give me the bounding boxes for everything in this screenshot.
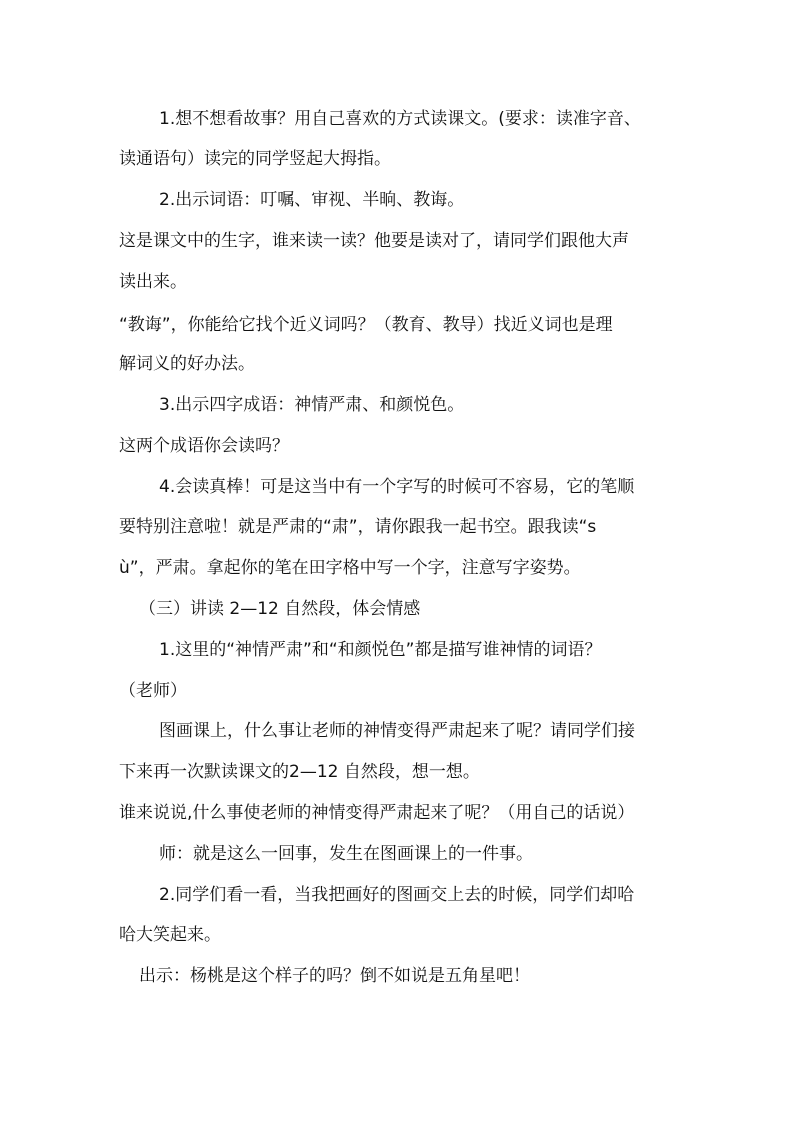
paragraph-line: 这是课文中的生字，谁来读一读？他要是读对了，请同学们跟他大声 [119,231,629,251]
paragraph-line: 师：就是这么一回事，发生在图画课上的一件事。 [159,844,533,864]
paragraph-line: 1.想不想看故事？用自己喜欢的方式读课文。(要求：读准字音、 [159,109,641,129]
paragraph-line: “教诲”，你能给它找个近义词吗？（教育、教导）找近义词也是理 [119,315,613,335]
paragraph-line: （老师） [119,681,187,701]
paragraph-line: 2.出示词语：叮嘱、审视、半晌、教诲。 [159,190,465,210]
paragraph-line: 1.这里的“神情严肃”和“和颜悦色”都是描写谁神情的词语？ [159,640,602,660]
paragraph-line: 要特别注意啦！就是严肃的“肃”，请你跟我一起书空。跟我读“s [119,517,597,537]
paragraph-line: 读通语句）读完的同学竖起大拇指。 [119,149,391,169]
paragraph-line: 4.会读真棒！可是这当中有一个字写的时候可不容易，它的笔顺 [159,477,635,497]
paragraph-line: 出示：杨桃是这个样子的吗？倒不如说是五角星吧！ [139,966,530,986]
paragraph-line: ù”，严肃。拿起你的笔在田字格中写一个字，注意写字姿势。 [119,558,581,578]
paragraph-line: 解词义的好办法。 [119,354,255,374]
section-heading: （三）讲读 2—12 自然段，体会情感 [139,599,421,619]
paragraph-line: 哈大笑起来。 [119,925,221,945]
paragraph-line: 谁来说说,什么事使老师的神情变得严肃起来了呢？（用自己的话说） [119,803,635,823]
paragraph-line: 这两个成语你会读吗？ [119,436,289,456]
paragraph-line: 2.同学们看一看，当我把画好的图画交上去的时候，同学们却哈 [159,885,635,905]
paragraph-line: 图画课上，什么事让老师的神情变得严肃起来了呢？请同学们接 [159,721,635,741]
paragraph-line: 3.出示四字成语：神情严肃、和颜悦色。 [159,395,465,415]
paragraph-line: 下来再一次默读课文的2—12 自然段，想一想。 [119,762,480,782]
paragraph-line: 读出来。 [119,272,187,292]
